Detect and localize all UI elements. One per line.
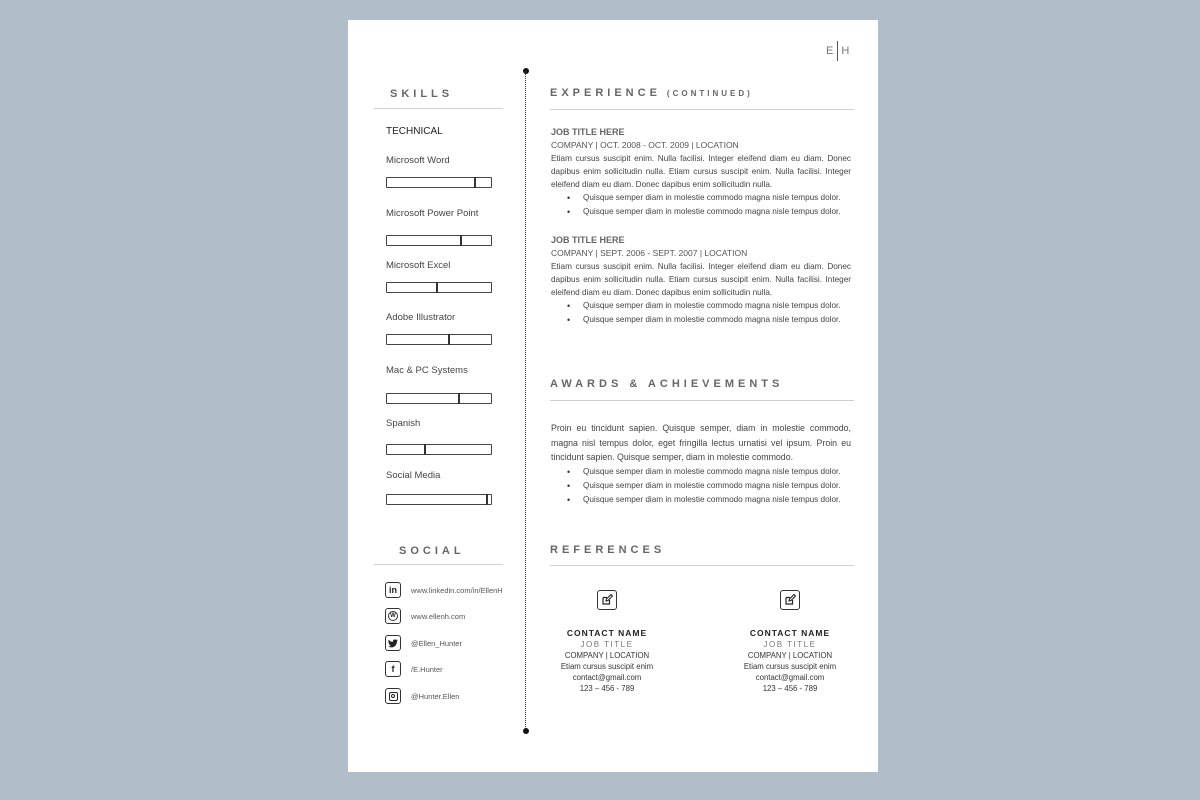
skill-level-marker (474, 177, 476, 188)
skill-item (386, 470, 492, 481)
social-link-text: @Ellen_Hunter (411, 638, 462, 648)
awards-title: AWARDS & ACHIEVEMENTS (550, 378, 784, 390)
bullet-item: • Quisque semper diam in molestie commodo magna nisle tempus dolor. (551, 205, 851, 219)
skill-bar (386, 282, 492, 293)
bullet-item: • Quisque semper diam in molestie commodo magna nisle tempus dolor. (551, 493, 851, 507)
awards-text: Proin eu tincidunt sapien. Quisque semper, diam in molestie commodo, magna nisl tempus dolor, eget fringilla lectus urnatisi vel ipsum. Proin eu tincidunt sapien. Quisque semper, diam in molestie commodo. (551, 423, 851, 462)
job-entry (551, 127, 851, 219)
contact-job-title: JOB TITLE (580, 640, 634, 649)
twitter-icon (385, 635, 401, 651)
contact-phone: 123 – 456 - 789 (579, 684, 635, 693)
job-entry (551, 235, 851, 327)
social-item-linkedin[interactable] (385, 582, 503, 598)
bullet-item: • Quisque semper diam in molestie commodo magna nisle tempus dolor. (551, 465, 851, 479)
contact-email[interactable]: contact@gmail.com (755, 673, 825, 682)
skill-name: Social Media (386, 470, 441, 481)
bullet-item: • Quisque semper diam in molestie commodo magna nisle tempus dolor. (551, 191, 851, 205)
skill-level-marker (486, 494, 488, 505)
job-title: JOB TITLE HERE (551, 235, 625, 245)
skills-rule (374, 108, 503, 109)
contact-note: Etiam cursus suscipit enim (743, 662, 837, 671)
experience-subtitle: (CONTINUED) (666, 89, 753, 98)
skill-bar (386, 444, 492, 455)
skill-item (386, 155, 492, 166)
resume-page (348, 20, 878, 772)
bullet-item: • Quisque semper diam in molestie commodo magna nisle tempus dolor. (551, 479, 851, 493)
references-rule (550, 565, 854, 566)
technical-label: TECHNICAL (386, 126, 443, 137)
skill-item (386, 418, 492, 429)
awards-section (551, 421, 851, 507)
instagram-camera-shape (389, 692, 398, 701)
social-item-facebook[interactable] (385, 661, 443, 677)
awards-rule (550, 400, 854, 401)
skill-bar (386, 393, 492, 404)
skill-level-marker (460, 235, 462, 246)
social-item-wordpress[interactable] (385, 608, 465, 624)
instagram-icon (385, 688, 401, 704)
skill-item (386, 260, 492, 271)
skill-name: Mac & PC Systems (386, 365, 468, 376)
skill-level-marker (458, 393, 460, 404)
skill-item (386, 312, 492, 323)
job-bullets (551, 191, 851, 219)
skills-title: SKILLS (390, 88, 454, 100)
skill-bar (386, 177, 492, 188)
contact-company: COMPANY | LOCATION (747, 651, 833, 660)
bullet-item: • Quisque semper diam in molestie commodo magna nisle tempus dolor. (551, 299, 851, 313)
job-bullets (551, 299, 851, 327)
social-link-text: @Hunter.Ellen (411, 691, 460, 701)
contact-name: CONTACT NAME (749, 628, 831, 638)
edit-pencil-shape (784, 594, 796, 606)
experience-title (550, 87, 753, 99)
monogram-left: E (826, 45, 835, 57)
monogram-right: H (841, 45, 851, 57)
monogram (826, 41, 850, 61)
instagram-lens-shape (391, 694, 395, 698)
references-title: REFERENCES (550, 544, 666, 556)
social-item-instagram[interactable] (385, 688, 459, 704)
job-title: JOB TITLE HERE (551, 127, 625, 137)
contact-company: COMPANY | LOCATION (564, 651, 650, 660)
linkedin-icon: in (385, 582, 401, 598)
divider-bottom-dot (523, 728, 529, 734)
job-meta: COMPANY | OCT. 2008 - OCT. 2009 | LOCATION (551, 140, 739, 150)
monogram-divider (837, 41, 838, 61)
job-meta: COMPANY | SEPT. 2006 - SEPT. 2007 | LOCATION (551, 248, 748, 258)
job-description: Etiam cursus suscipit enim. Nulla facilisi. Integer eleifend diam eu diam. Donec dapibus enim sollicitudin nulla. Etiam cursus suscipit enim. Nulla facilisi. Integer eleifend diam eu diam. Donec dapibus enim sollicitudin nulla. (551, 154, 851, 189)
column-divider (525, 71, 526, 731)
skill-bar (386, 235, 492, 246)
bullet-item: • Quisque semper diam in molestie commodo magna nisle tempus dolor. (551, 313, 851, 327)
skill-level-marker (436, 282, 438, 293)
social-link-text: /E.Hunter (411, 664, 443, 674)
skill-item (386, 208, 492, 219)
skill-item (386, 365, 492, 376)
social-link-text: www.ellenh.com (411, 611, 466, 621)
skill-bar (386, 334, 492, 345)
skill-name: Microsoft Excel (386, 260, 451, 271)
edit-icon[interactable] (597, 590, 617, 610)
skill-name: Spanish (386, 418, 421, 429)
skill-bar (386, 494, 492, 505)
wordpress-icon (385, 608, 401, 624)
social-title: SOCIAL (399, 545, 465, 557)
divider-top-dot (523, 68, 529, 74)
reference-card (542, 590, 672, 693)
skill-name: Microsoft Power Point (386, 208, 479, 219)
experience-rule (550, 109, 854, 110)
contact-phone: 123 – 456 - 789 (762, 684, 818, 693)
job-description: Etiam cursus suscipit enim. Nulla facilisi. Integer eleifend diam eu diam. Donec dapibus enim sollicitudin nulla. Etiam cursus suscipit enim. Nulla facilisi. Integer eleifend diam eu diam. Donec dapibus enim sollicitudin nulla. (551, 262, 851, 297)
social-rule (374, 564, 503, 565)
skill-name: Microsoft Word (386, 155, 450, 166)
edit-icon[interactable] (780, 590, 800, 610)
contact-job-title: JOB TITLE (763, 640, 817, 649)
contact-name: CONTACT NAME (566, 628, 648, 638)
skill-level-marker (424, 444, 426, 455)
experience-title-text: EXPERIENCE (550, 87, 661, 99)
twitter-bird-shape (388, 639, 398, 648)
contact-note: Etiam cursus suscipit enim (560, 662, 654, 671)
edit-pencil-shape (601, 594, 613, 606)
facebook-icon: f (385, 661, 401, 677)
social-link-text: www.linkedin.com/in/EllenH (411, 585, 503, 595)
social-item-twitter[interactable] (385, 635, 462, 651)
reference-card (725, 590, 855, 693)
wordpress-glyph: W (388, 611, 398, 621)
skill-name: Adobe Illustrator (386, 312, 456, 323)
skill-level-marker (448, 334, 450, 345)
contact-email[interactable]: contact@gmail.com (572, 673, 642, 682)
awards-bullets (551, 465, 851, 507)
